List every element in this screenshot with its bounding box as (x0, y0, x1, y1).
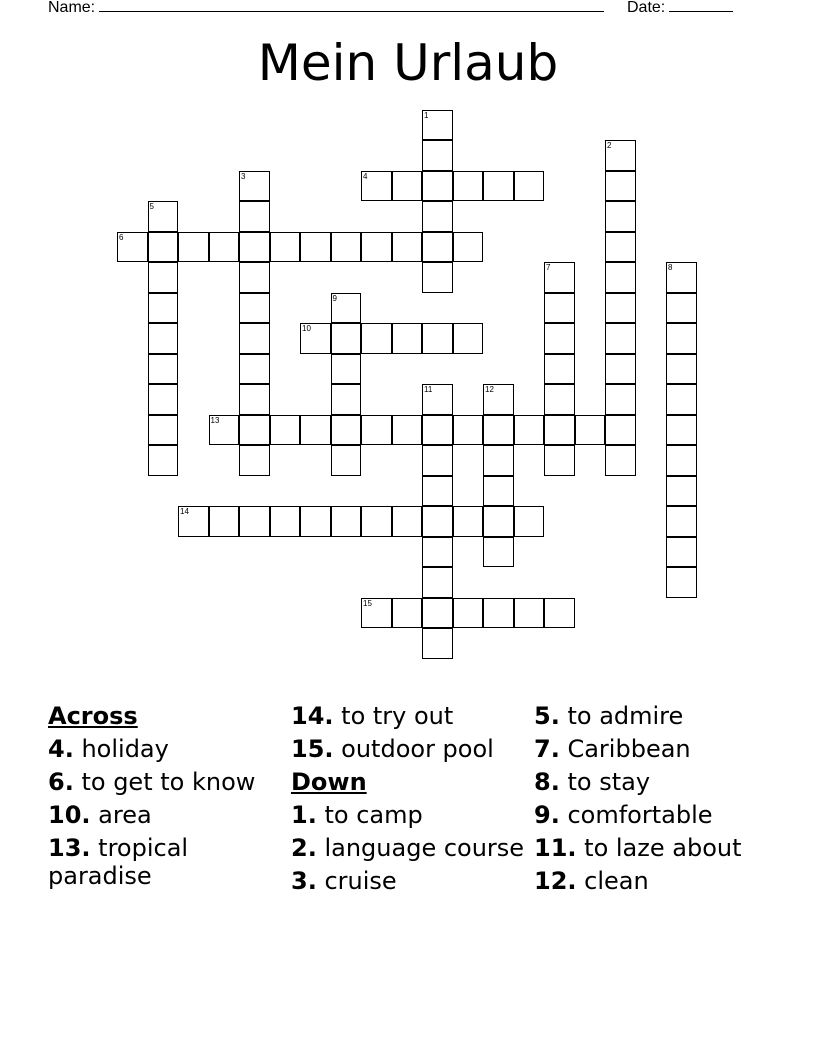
grid-cell[interactable] (361, 506, 392, 537)
grid-cell[interactable] (422, 628, 453, 659)
grid-cell[interactable] (422, 232, 453, 263)
grid-cell[interactable] (483, 598, 514, 629)
grid-cell[interactable] (148, 262, 179, 293)
clue-across-10 (48, 801, 284, 829)
grid-cell[interactable] (239, 384, 270, 415)
grid-cell[interactable] (422, 201, 453, 232)
grid-cell[interactable] (483, 171, 514, 202)
grid-cell[interactable] (453, 323, 484, 354)
grid-cell[interactable] (453, 171, 484, 202)
clue-text: Caribbean (567, 735, 691, 763)
grid-cell[interactable] (422, 262, 453, 293)
clue-text: to admire (567, 702, 684, 730)
clue-number: 10. (48, 801, 91, 829)
clues-column-3 (534, 702, 774, 900)
grid-cell[interactable] (422, 445, 453, 476)
grid-cell[interactable] (239, 201, 270, 232)
grid-cell[interactable] (453, 415, 484, 446)
clue-number: 9. (534, 801, 560, 829)
grid-cell[interactable] (239, 262, 270, 293)
cell-number: 6 (119, 232, 124, 242)
page-title: Mein Urlaub (257, 34, 559, 92)
grid-cell[interactable] (331, 354, 362, 385)
cell-number: 15 (363, 598, 372, 608)
grid-cell[interactable] (483, 537, 514, 568)
clue-number: 3. (291, 867, 317, 895)
clue-down-11 (534, 834, 774, 862)
grid-cell[interactable] (605, 354, 636, 385)
grid-cell[interactable] (422, 598, 453, 629)
grid-cell[interactable] (483, 506, 514, 537)
grid-cell[interactable] (331, 323, 362, 354)
clue-text: to try out (341, 702, 454, 730)
clue-across-13 (48, 834, 284, 890)
cell-number: 10 (302, 324, 311, 333)
clue-number: 6. (48, 768, 74, 796)
clue-text: clean (584, 867, 649, 895)
grid-cell[interactable] (239, 293, 270, 324)
cell-number: 5 (149, 202, 154, 211)
clue-number: 8. (534, 768, 560, 796)
grid-cell[interactable] (666, 293, 697, 324)
grid-cell[interactable] (544, 323, 575, 354)
grid-cell[interactable] (666, 537, 697, 568)
grid-cell[interactable] (605, 262, 636, 293)
grid-cell[interactable] (361, 323, 392, 354)
clue-number: 14. (291, 702, 334, 730)
clue-down-1 (291, 801, 529, 829)
clue-number: 1. (291, 801, 317, 829)
grid-cell[interactable] (270, 415, 301, 446)
grid-cell[interactable] (239, 506, 270, 537)
cell-number: 13 (210, 415, 220, 425)
grid-cell[interactable] (209, 506, 240, 537)
grid-cell[interactable] (605, 171, 636, 202)
grid-cell[interactable] (300, 323, 331, 354)
grid-cell[interactable] (331, 445, 362, 476)
clue-down-5 (534, 702, 774, 730)
clue-text: language course (324, 834, 525, 862)
grid-cell[interactable] (178, 506, 209, 537)
grid-cell[interactable] (148, 293, 179, 324)
grid-cell[interactable] (239, 323, 270, 354)
date-label: Date: (627, 0, 666, 16)
grid-cell[interactable] (300, 415, 331, 446)
cell-number: 9 (332, 293, 337, 303)
grid-cell[interactable] (605, 293, 636, 324)
grid-cell[interactable] (392, 323, 423, 354)
grid-cell[interactable] (544, 293, 575, 324)
grid-cell[interactable] (605, 415, 636, 446)
grid-cell[interactable] (239, 354, 270, 385)
clue-number: 15. (291, 735, 334, 763)
clue-text: area (98, 801, 152, 829)
grid-cell[interactable] (422, 384, 453, 415)
cell-number: 7 (546, 263, 551, 272)
grid-cell[interactable] (422, 415, 453, 446)
grid-cell[interactable] (239, 171, 270, 202)
clue-number: 7. (534, 735, 560, 763)
cell-number: 4 (363, 171, 368, 181)
grid-cell[interactable] (422, 567, 453, 598)
clue-text: cruise (324, 867, 397, 895)
grid-cell[interactable] (422, 506, 453, 537)
grid-cell[interactable] (178, 232, 209, 263)
clues-column-1 (48, 702, 284, 895)
down-heading: Down (291, 768, 367, 796)
grid-cell[interactable] (422, 323, 453, 354)
clue-text: holiday (81, 735, 169, 763)
grid-cell[interactable] (514, 415, 545, 446)
name-label: Name: (48, 0, 96, 16)
grid-cell[interactable] (483, 476, 514, 507)
grid-cell[interactable] (270, 232, 301, 263)
grid-cell[interactable] (514, 171, 545, 202)
clue-across-6 (48, 768, 284, 796)
grid-cell[interactable] (331, 384, 362, 415)
clue-down-9 (534, 801, 774, 829)
cell-number: 2 (607, 141, 612, 150)
grid-cell[interactable] (392, 171, 423, 202)
clue-number: 4. (48, 735, 74, 763)
grid-cell[interactable] (483, 415, 514, 446)
clue-number: 12. (534, 867, 577, 895)
grid-cell[interactable] (239, 445, 270, 476)
clue-text: to get to know (81, 768, 256, 796)
clue-number: 2. (291, 834, 317, 862)
grid-cell[interactable] (148, 323, 179, 354)
grid-cell[interactable] (666, 445, 697, 476)
grid-cell[interactable] (331, 506, 362, 537)
grid-cell[interactable] (148, 415, 179, 446)
grid-cell[interactable] (544, 262, 575, 293)
grid-cell[interactable] (666, 323, 697, 354)
grid-cell[interactable] (514, 598, 545, 629)
clue-number: 5. (534, 702, 560, 730)
grid-cell[interactable] (148, 201, 179, 232)
grid-cell[interactable] (483, 445, 514, 476)
cell-number: 3 (241, 171, 246, 181)
grid-cell[interactable] (209, 415, 240, 446)
clue-down-8 (534, 768, 774, 796)
grid-cell[interactable] (483, 384, 514, 415)
clue-across-14 (291, 702, 529, 730)
grid-cell[interactable] (544, 415, 575, 446)
grid-cell[interactable] (666, 262, 697, 293)
cell-number: 1 (424, 110, 429, 120)
grid-cell[interactable] (239, 232, 270, 263)
clue-across-4 (48, 735, 284, 763)
grid-cell[interactable] (392, 415, 423, 446)
grid-cell[interactable] (422, 110, 453, 141)
grid-cell[interactable] (544, 354, 575, 385)
cell-number: 8 (668, 263, 673, 272)
clue-down-3 (291, 867, 529, 895)
grid-cell[interactable] (422, 171, 453, 202)
grid-cell[interactable] (361, 415, 392, 446)
grid-cell[interactable] (666, 506, 697, 537)
clue-number: 11. (534, 834, 577, 862)
grid-cell[interactable] (605, 384, 636, 415)
cell-number: 12 (485, 385, 494, 394)
grid-cell[interactable] (544, 598, 575, 629)
grid-cell[interactable] (148, 445, 179, 476)
grid-cell[interactable] (148, 354, 179, 385)
grid-cell[interactable] (331, 293, 362, 324)
grid-cell[interactable] (605, 232, 636, 263)
clue-text: to stay (567, 768, 651, 796)
grid-cell[interactable] (666, 476, 697, 507)
clue-down-2 (291, 834, 529, 862)
grid-cell[interactable] (392, 506, 423, 537)
clue-text: outdoor pool (341, 735, 494, 763)
grid-cell[interactable] (544, 384, 575, 415)
clues-column-2 (291, 702, 529, 900)
grid-cell[interactable] (666, 384, 697, 415)
across-heading: Across (48, 702, 138, 730)
grid-cell[interactable] (575, 415, 606, 446)
grid-cell[interactable] (300, 506, 331, 537)
clue-text: to laze about (584, 834, 742, 862)
grid-cell[interactable] (239, 415, 270, 446)
grid-cell[interactable] (514, 506, 545, 537)
grid-cell[interactable] (544, 445, 575, 476)
grid-cell[interactable] (270, 506, 301, 537)
grid-cell[interactable] (605, 201, 636, 232)
grid-cell[interactable] (422, 476, 453, 507)
grid-cell[interactable] (422, 537, 453, 568)
grid-cell[interactable] (331, 415, 362, 446)
grid-cell[interactable] (605, 140, 636, 171)
grid-cell[interactable] (605, 445, 636, 476)
grid-cell[interactable] (453, 232, 484, 263)
grid-cell[interactable] (148, 232, 179, 263)
cell-number: 11 (424, 385, 433, 394)
clue-down-7 (534, 735, 774, 763)
grid-cell[interactable] (453, 598, 484, 629)
grid-cell[interactable] (422, 140, 453, 171)
grid-cell[interactable] (117, 232, 148, 263)
clue-across-15 (291, 735, 529, 763)
grid-cell[interactable] (605, 323, 636, 354)
grid-cell[interactable] (666, 567, 697, 598)
clue-number: 13. (48, 834, 91, 862)
clue-down-12 (534, 867, 774, 895)
grid-cell[interactable] (361, 598, 392, 629)
grid-cell[interactable] (361, 171, 392, 202)
grid-cell[interactable] (666, 415, 697, 446)
clue-text: comfortable (567, 801, 713, 829)
grid-cell[interactable] (148, 384, 179, 415)
cell-number: 14 (180, 507, 189, 516)
grid-cell[interactable] (209, 232, 240, 263)
grid-cell[interactable] (392, 232, 423, 263)
grid-cell[interactable] (392, 598, 423, 629)
clue-text: tropical paradise (48, 834, 189, 890)
grid-cell[interactable] (666, 354, 697, 385)
grid-cell[interactable] (331, 232, 362, 263)
clue-text: to camp (324, 801, 423, 829)
grid-cell[interactable] (453, 506, 484, 537)
grid-cell[interactable] (300, 232, 331, 263)
grid-cell[interactable] (361, 232, 392, 263)
